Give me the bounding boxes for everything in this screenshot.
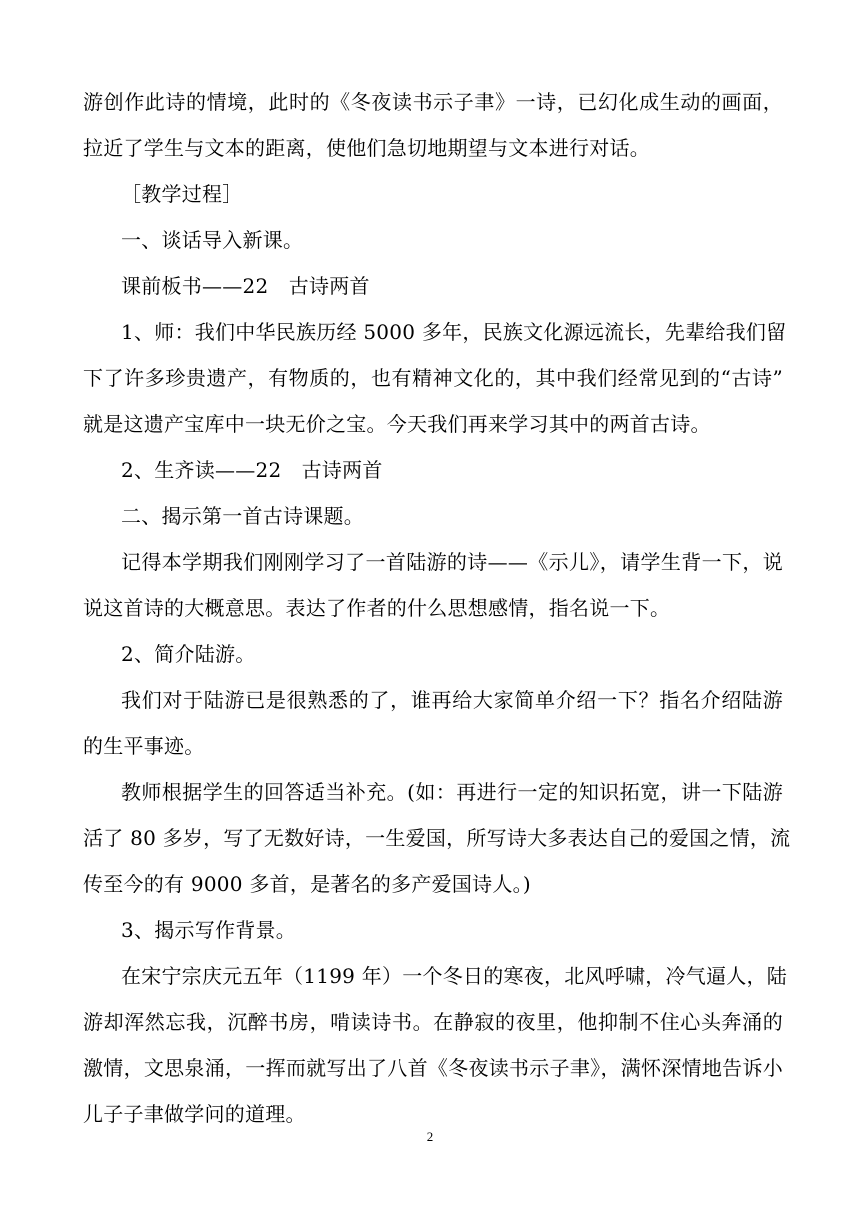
paragraph-line: 在宋宁宗庆元五年（1199 年）一个冬日的寒夜，北风呼啸，冷气逼人，陆 xyxy=(121,964,788,988)
paragraph-line: 就是这遗产宝库中一块无价之宝。今天我们再来学习其中的两首古诗。 xyxy=(83,412,711,436)
paragraph-line: 的生平事迹。 xyxy=(83,734,205,758)
paragraph-line: 活了 80 多岁，写了无数好诗，一生爱国，所写诗大多表达自己的爱国之情，流 xyxy=(83,826,791,850)
document-body xyxy=(83,79,791,1137)
paragraph-line: 下了许多珍贵遗产，有物质的，也有精神文化的，其中我们经常见到的“古诗” xyxy=(83,366,783,390)
paragraph-line: 说这首诗的大概意思。表达了作者的什么思想感情，指名说一下。 xyxy=(83,596,671,620)
paragraph-line: 传至今的有 9000 多首，是著名的多产爱国诗人。) xyxy=(83,872,531,896)
paragraph-line: 课前板书——22 古诗两首 xyxy=(121,274,370,298)
paragraph-line: 1、师：我们中华民族历经 5000 多年，民族文化源远流长，先辈给我们留 xyxy=(121,320,787,344)
paragraph-line: 激情，文思泉涌，一挥而就写出了八首《冬夜读书示子聿》，满怀深情地告诉小 xyxy=(83,1056,783,1080)
paragraph-line: 记得本学期我们刚刚学习了一首陆游的诗——《示儿》，请学生背一下，说 xyxy=(121,550,783,574)
paragraph-line: 我们对于陆游已是很熟悉的了，谁再给大家简单介绍一下？指名介绍陆游 xyxy=(121,688,783,712)
section-heading: 一、谈话导入新课。 xyxy=(121,228,304,252)
page-number: 2 xyxy=(426,1129,434,1144)
paragraph-line: 儿子子聿做学问的道理。 xyxy=(83,1102,306,1126)
section-heading: 3、揭示写作背景。 xyxy=(121,918,296,942)
paragraph-line: 教师根据学生的回答适当补充。(如：再进行一定的知识拓宽，讲一下陆游 xyxy=(121,780,783,804)
section-heading: ［教学过程］ xyxy=(121,182,243,206)
paragraph-line: 拉近了学生与文本的距离，使他们急切地期望与文本进行对话。 xyxy=(83,136,650,160)
paragraph-line: 2、生齐读——22 古诗两首 xyxy=(121,458,383,482)
paragraph-line: 游却浑然忘我，沉醉书房，啃读诗书。在静寂的夜里，他抑制不住心头奔涌的 xyxy=(83,1010,783,1034)
section-heading: 2、简介陆游。 xyxy=(121,642,256,666)
paragraph-line: 游创作此诗的情境，此时的《冬夜读书示子聿》一诗，已幻化成生动的画面， xyxy=(83,90,783,114)
section-heading: 二、揭示第一首古诗课题。 xyxy=(121,504,364,528)
